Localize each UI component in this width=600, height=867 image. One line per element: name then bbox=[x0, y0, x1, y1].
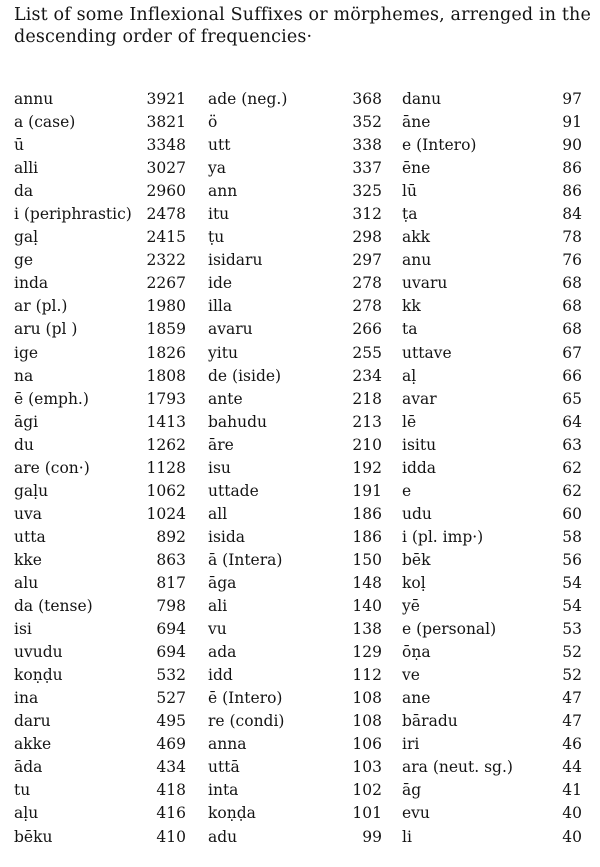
suffix-cell: isidaru bbox=[208, 251, 263, 270]
frequency-cell: 1062 bbox=[146, 481, 186, 500]
frequency-cell: 234 bbox=[352, 366, 382, 385]
suffix-cell: āne bbox=[402, 113, 431, 132]
frequency-cell: 1793 bbox=[146, 389, 186, 408]
suffix-cell: alli bbox=[14, 159, 39, 178]
suffix-cell: āre bbox=[208, 435, 234, 454]
frequency-cell: 52 bbox=[562, 643, 582, 662]
suffix-cell: anu bbox=[402, 251, 432, 270]
suffix-cell: ina bbox=[14, 689, 39, 708]
suffix-cell: āda bbox=[14, 758, 43, 777]
suffix-cell: isida bbox=[208, 527, 246, 546]
suffix-cell: ēne bbox=[402, 159, 431, 178]
suffix-cell: uttave bbox=[402, 343, 452, 362]
suffix-cell: akke bbox=[14, 735, 52, 754]
frequency-cell: 66 bbox=[562, 366, 582, 385]
table-row bbox=[0, 295, 600, 318]
frequency-cell: 2267 bbox=[146, 274, 186, 293]
frequency-cell: 213 bbox=[352, 412, 382, 431]
suffix-cell: koḷ bbox=[402, 573, 426, 592]
suffix-cell: i (periphrastic) bbox=[14, 205, 132, 224]
suffix-cell: itu bbox=[208, 205, 230, 224]
frequency-cell: 2322 bbox=[146, 251, 186, 270]
suffix-cell: ade (neg.) bbox=[208, 90, 288, 108]
frequency-cell: 337 bbox=[352, 159, 382, 178]
frequency-cell: 101 bbox=[352, 804, 382, 823]
table-row bbox=[0, 134, 600, 157]
frequency-cell: 1413 bbox=[146, 412, 186, 431]
suffix-cell: uttade bbox=[208, 481, 259, 500]
suffix-cell: ada bbox=[208, 643, 237, 662]
suffix-cell: iri bbox=[402, 735, 420, 754]
frequency-cell: 63 bbox=[562, 435, 582, 454]
frequency-cell: 186 bbox=[352, 527, 382, 546]
frequency-cell: 218 bbox=[352, 389, 382, 408]
suffix-cell: ane bbox=[402, 689, 431, 708]
frequency-cell: 46 bbox=[562, 735, 582, 754]
table-row bbox=[0, 457, 600, 480]
frequency-cell: 368 bbox=[352, 90, 382, 108]
table-row bbox=[0, 203, 600, 226]
frequency-cell: 52 bbox=[562, 666, 582, 685]
suffix-cell: ö bbox=[208, 113, 218, 132]
suffix-frequency-table bbox=[0, 88, 600, 849]
frequency-cell: 84 bbox=[562, 205, 582, 224]
suffix-cell: vu bbox=[208, 620, 227, 639]
table-row bbox=[0, 664, 600, 687]
frequency-cell: 62 bbox=[562, 458, 582, 477]
frequency-cell: 527 bbox=[156, 689, 186, 708]
suffix-cell: ara (neut. sg.) bbox=[402, 758, 513, 777]
suffix-cell: ali bbox=[208, 597, 228, 616]
frequency-cell: 1024 bbox=[146, 504, 186, 523]
table-row bbox=[0, 226, 600, 249]
frequency-cell: 108 bbox=[352, 712, 382, 731]
suffix-cell: koṇḍa bbox=[208, 804, 256, 823]
frequency-cell: 434 bbox=[156, 758, 186, 777]
frequency-cell: 2478 bbox=[146, 205, 186, 224]
frequency-cell: 76 bbox=[562, 251, 582, 270]
suffix-cell: gaḷ bbox=[14, 228, 39, 247]
suffix-cell: bahudu bbox=[208, 412, 268, 431]
frequency-cell: 40 bbox=[562, 804, 582, 823]
table-row bbox=[0, 826, 600, 849]
suffix-cell: illa bbox=[208, 297, 233, 316]
frequency-cell: 298 bbox=[352, 228, 382, 247]
table-row bbox=[0, 779, 600, 802]
table-row bbox=[0, 434, 600, 457]
frequency-cell: 2415 bbox=[146, 228, 186, 247]
suffix-cell: isi bbox=[14, 620, 32, 639]
frequency-cell: 694 bbox=[156, 643, 186, 662]
frequency-cell: 255 bbox=[352, 343, 382, 362]
frequency-cell: 469 bbox=[156, 735, 186, 754]
suffix-cell: avaru bbox=[208, 320, 253, 339]
suffix-cell: ann bbox=[208, 182, 238, 201]
suffix-cell: yitu bbox=[208, 343, 238, 362]
frequency-cell: 338 bbox=[352, 136, 382, 155]
frequency-cell: 47 bbox=[562, 689, 582, 708]
frequency-cell: 67 bbox=[562, 343, 582, 362]
table-row bbox=[0, 687, 600, 710]
suffix-cell: ar (pl.) bbox=[14, 297, 68, 316]
frequency-cell: 62 bbox=[562, 481, 582, 500]
suffix-cell: inta bbox=[208, 781, 239, 800]
frequency-cell: 278 bbox=[352, 297, 382, 316]
frequency-cell: 278 bbox=[352, 274, 382, 293]
frequency-cell: 53 bbox=[562, 620, 582, 639]
frequency-cell: 192 bbox=[352, 458, 382, 477]
table-row bbox=[0, 157, 600, 180]
suffix-cell: e (Intero) bbox=[402, 136, 477, 155]
frequency-cell: 106 bbox=[352, 735, 382, 754]
suffix-cell: bāradu bbox=[402, 712, 458, 731]
table-row bbox=[0, 111, 600, 134]
frequency-cell: 495 bbox=[156, 712, 186, 731]
suffix-cell: ge bbox=[14, 251, 34, 270]
suffix-cell: anna bbox=[208, 735, 247, 754]
table-row bbox=[0, 342, 600, 365]
frequency-cell: 99 bbox=[362, 827, 382, 846]
suffix-cell: uvudu bbox=[14, 643, 63, 662]
suffix-cell: da bbox=[14, 182, 34, 201]
suffix-cell: daru bbox=[14, 712, 51, 731]
suffix-cell: ante bbox=[208, 389, 243, 408]
frequency-cell: 68 bbox=[562, 274, 582, 293]
frequency-cell: 86 bbox=[562, 159, 582, 178]
frequency-cell: 3821 bbox=[146, 113, 186, 132]
suffix-cell: inda bbox=[14, 274, 49, 293]
table-row bbox=[0, 365, 600, 388]
frequency-cell: 102 bbox=[352, 781, 382, 800]
table-row bbox=[0, 710, 600, 733]
frequency-cell: 58 bbox=[562, 527, 582, 546]
frequency-cell: 863 bbox=[156, 550, 186, 569]
suffix-cell: ṭa bbox=[402, 205, 418, 224]
suffix-cell: are (con·) bbox=[14, 458, 90, 477]
frequency-cell: 352 bbox=[352, 113, 382, 132]
table-row bbox=[0, 180, 600, 203]
suffix-cell: ā (Intera) bbox=[208, 550, 283, 569]
frequency-cell: 65 bbox=[562, 389, 582, 408]
suffix-cell: tu bbox=[14, 781, 31, 800]
frequency-cell: 186 bbox=[352, 504, 382, 523]
frequency-cell: 44 bbox=[562, 758, 582, 777]
frequency-cell: 3027 bbox=[146, 159, 186, 178]
title-line-1: List of some Inflexional Suffixes or mörphemes, arrenged in the bbox=[14, 5, 591, 25]
suffix-cell: li bbox=[402, 827, 412, 846]
table-row bbox=[0, 549, 600, 572]
suffix-cell: ṭu bbox=[208, 228, 225, 247]
suffix-cell: uttā bbox=[208, 758, 240, 777]
suffix-cell: koṇḍu bbox=[14, 666, 63, 685]
frequency-cell: 150 bbox=[352, 550, 382, 569]
frequency-cell: 108 bbox=[352, 689, 382, 708]
suffix-cell: uvaru bbox=[402, 274, 448, 293]
suffix-cell: idda bbox=[402, 458, 437, 477]
table-row bbox=[0, 733, 600, 756]
frequency-cell: 1980 bbox=[146, 297, 186, 316]
suffix-cell: ta bbox=[402, 320, 418, 339]
frequency-cell: 210 bbox=[352, 435, 382, 454]
frequency-cell: 68 bbox=[562, 297, 582, 316]
suffix-cell: ē (emph.) bbox=[14, 389, 89, 408]
suffix-cell: isu bbox=[208, 458, 231, 477]
suffix-cell: ide bbox=[208, 274, 233, 293]
suffix-cell: ē (Intero) bbox=[208, 689, 283, 708]
suffix-cell: danu bbox=[402, 90, 442, 108]
table-row bbox=[0, 318, 600, 341]
suffix-cell: bēku bbox=[14, 827, 53, 846]
frequency-cell: 266 bbox=[352, 320, 382, 339]
table-row bbox=[0, 802, 600, 825]
frequency-cell: 47 bbox=[562, 712, 582, 731]
suffix-cell: aḷ bbox=[402, 366, 417, 385]
suffix-cell: utta bbox=[14, 527, 46, 546]
frequency-cell: 64 bbox=[562, 412, 582, 431]
table-row bbox=[0, 411, 600, 434]
frequency-cell: 54 bbox=[562, 573, 582, 592]
page-title bbox=[14, 4, 589, 48]
suffix-cell: lū bbox=[402, 182, 417, 201]
suffix-cell: isitu bbox=[402, 435, 437, 454]
suffix-cell: uva bbox=[14, 504, 42, 523]
suffix-cell: a (case) bbox=[14, 113, 76, 132]
frequency-cell: 1128 bbox=[146, 458, 186, 477]
suffix-cell: adu bbox=[208, 827, 238, 846]
suffix-cell: āg bbox=[402, 781, 422, 800]
suffix-cell: ige bbox=[14, 343, 39, 362]
suffix-cell: alu bbox=[14, 573, 39, 592]
frequency-cell: 191 bbox=[352, 481, 382, 500]
frequency-cell: 97 bbox=[562, 90, 582, 108]
frequency-cell: 1262 bbox=[146, 435, 186, 454]
frequency-cell: 416 bbox=[156, 804, 186, 823]
frequency-cell: 3348 bbox=[146, 136, 186, 155]
suffix-cell: udu bbox=[402, 504, 432, 523]
table-row bbox=[0, 526, 600, 549]
suffix-cell: gaḷu bbox=[14, 481, 49, 500]
frequency-cell: 297 bbox=[352, 251, 382, 270]
frequency-cell: 60 bbox=[562, 504, 582, 523]
suffix-cell: bēk bbox=[402, 550, 431, 569]
frequency-cell: 138 bbox=[352, 620, 382, 639]
table-row bbox=[0, 480, 600, 503]
frequency-cell: 312 bbox=[352, 205, 382, 224]
suffix-cell: du bbox=[14, 435, 34, 454]
table-row bbox=[0, 272, 600, 295]
frequency-cell: 694 bbox=[156, 620, 186, 639]
suffix-cell: e bbox=[402, 481, 412, 500]
frequency-cell: 41 bbox=[562, 781, 582, 800]
table-row bbox=[0, 618, 600, 641]
frequency-cell: 90 bbox=[562, 136, 582, 155]
suffix-cell: all bbox=[208, 504, 228, 523]
frequency-cell: 418 bbox=[156, 781, 186, 800]
frequency-cell: 129 bbox=[352, 643, 382, 662]
suffix-cell: ve bbox=[402, 666, 420, 685]
suffix-cell: yē bbox=[402, 597, 420, 616]
frequency-cell: 817 bbox=[156, 573, 186, 592]
frequency-cell: 410 bbox=[156, 827, 186, 846]
suffix-cell: i (pl. imp·) bbox=[402, 527, 484, 546]
suffix-cell: evu bbox=[402, 804, 430, 823]
table-row bbox=[0, 88, 600, 111]
frequency-cell: 91 bbox=[562, 113, 582, 132]
frequency-cell: 2960 bbox=[146, 182, 186, 201]
suffix-cell: āgi bbox=[14, 412, 39, 431]
title-line-2: descending order of frequencies· bbox=[14, 27, 313, 47]
frequency-cell: 325 bbox=[352, 182, 382, 201]
frequency-cell: 1826 bbox=[146, 343, 186, 362]
suffix-cell: de (iside) bbox=[208, 366, 282, 385]
frequency-cell: 1808 bbox=[146, 366, 186, 385]
suffix-cell: re (condi) bbox=[208, 712, 285, 731]
table-row bbox=[0, 388, 600, 411]
suffix-cell: annu bbox=[14, 90, 54, 108]
table-row bbox=[0, 641, 600, 664]
frequency-cell: 532 bbox=[156, 666, 186, 685]
table-row bbox=[0, 756, 600, 779]
suffix-cell: kk bbox=[402, 297, 421, 316]
frequency-cell: 892 bbox=[156, 527, 186, 546]
frequency-cell: 1859 bbox=[146, 320, 186, 339]
suffix-cell: na bbox=[14, 366, 34, 385]
table-row bbox=[0, 572, 600, 595]
frequency-cell: 40 bbox=[562, 827, 582, 846]
frequency-cell: 798 bbox=[156, 597, 186, 616]
suffix-cell: utt bbox=[208, 136, 231, 155]
suffix-cell: kke bbox=[14, 550, 42, 569]
suffix-cell: idd bbox=[208, 666, 233, 685]
frequency-cell: 148 bbox=[352, 573, 382, 592]
table-row bbox=[0, 595, 600, 618]
frequency-cell: 103 bbox=[352, 758, 382, 777]
frequency-cell: 140 bbox=[352, 597, 382, 616]
suffix-cell: akk bbox=[402, 228, 431, 247]
suffix-cell: lē bbox=[402, 412, 417, 431]
frequency-cell: 68 bbox=[562, 320, 582, 339]
suffix-cell: aḷu bbox=[14, 804, 39, 823]
suffix-cell: ōṇa bbox=[402, 643, 431, 662]
frequency-cell: 54 bbox=[562, 597, 582, 616]
suffix-cell: avar bbox=[402, 389, 437, 408]
suffix-cell: aru (pl ) bbox=[14, 320, 78, 339]
suffix-cell: āga bbox=[208, 573, 237, 592]
frequency-cell: 112 bbox=[352, 666, 382, 685]
suffix-cell: ū bbox=[14, 136, 24, 155]
frequency-cell: 3921 bbox=[146, 90, 186, 108]
frequency-cell: 86 bbox=[562, 182, 582, 201]
table-row bbox=[0, 249, 600, 272]
suffix-cell: ya bbox=[208, 159, 226, 178]
table-row bbox=[0, 503, 600, 526]
suffix-cell: da (tense) bbox=[14, 597, 93, 616]
frequency-cell: 78 bbox=[562, 228, 582, 247]
suffix-cell: e (personal) bbox=[402, 620, 497, 639]
frequency-cell: 56 bbox=[562, 550, 582, 569]
